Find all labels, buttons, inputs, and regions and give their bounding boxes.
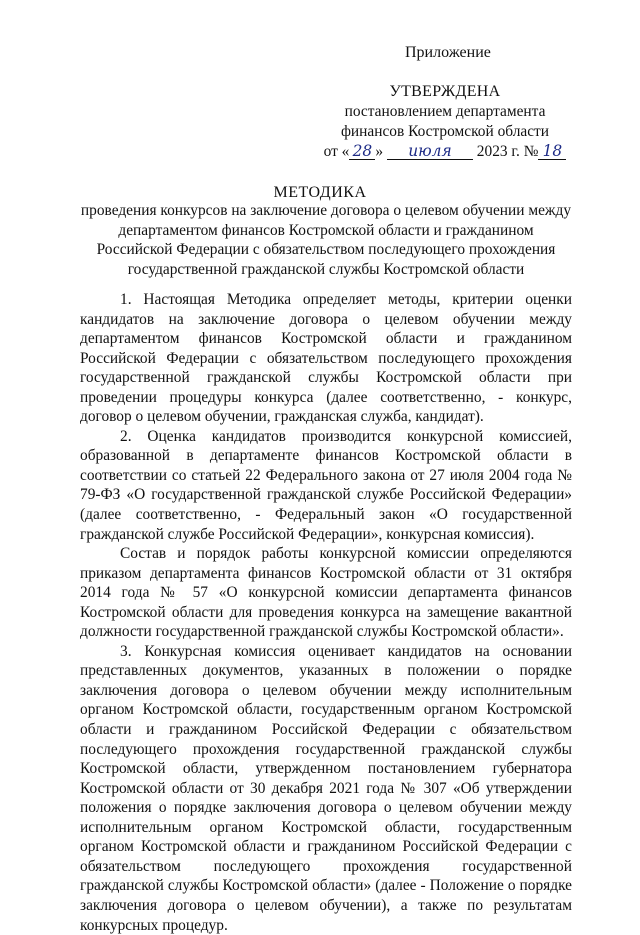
approval-date-line xyxy=(320,142,570,162)
document-title: МЕТОДИКА xyxy=(273,184,367,201)
date-day-handwritten: 28 xyxy=(349,143,375,160)
paragraph-2-commission: Состав и порядок работы конкурсной комиссии определяются приказом департамента финансов Костромской области от 31 октября 2014 года № 57 «О конкурсной комиссии департамента финансов Костромской области для проведения конкурса на замещение вакантной должности государственной гражданской службы Костромской области». xyxy=(80,545,572,641)
approval-line-2: финансов Костромской области xyxy=(340,123,550,140)
approved-heading: УТВЕРЖДЕНА xyxy=(389,83,501,100)
approval-line-1: постановлением департамента xyxy=(344,103,546,120)
date-year: 2023 г. № xyxy=(476,143,539,160)
appendix-label: Приложение xyxy=(405,44,491,61)
paragraph-2: 2. Оценка кандидатов производится конкурсной комиссией, образованной в департаменте финансов Костромской области в соответствии со статьей 22 Федерального закона от 27 июля 2004 года № 79-ФЗ «О государственной гражданской службе Российской Федерации» (далее соответственно, - Федеральный закон «О государственной гражданской службе Российской Федерации», конкурсная комиссия). xyxy=(80,427,572,543)
document-subtitle: проведения конкурсов на заключение договора о целевом обучении между департаментом финансов Костромской области и гражданином Российской Федерации с обязательством последующего прохождения государственной гражданской службы Костромской области xyxy=(80,202,572,278)
date-month-handwritten: июля xyxy=(387,143,473,160)
approval-block xyxy=(320,82,570,162)
date-mid: » xyxy=(375,143,384,160)
paragraph-1: 1. Настоящая Методика определяет методы, критерии оценки кандидатов на заключение договора о целевом обучении между департаментом финансов Костромской области и гражданином Российской Федерации с обязательством последующего прохождения государственной гражданской службы Костромской области при проведении процедуры конкурса (далее соответственно, - конкурс, договор о целевом обучении, гражданская служба, кандидат). xyxy=(80,291,572,426)
paragraph-3: 3. Конкурсная комиссия оценивает кандидатов на основании представленных документов, указанных в положении о порядке заключения договора о целевом обучении между исполнительным органом Костромской области, государственным органом Костромской области и гражданином Российской Федерации с обязательством последующего прохождения государственной гражданской службы Костромской области, утвержденном постановлением губернатора Костромской области от 30 декабря 2021 года № 307 «Об утверждении положения о порядке заключения договора о целевом обучении между исполнительным органом Костромской области, государственным органом Костромской области и гражданином Российской Федерации с обязательством последующего прохождения государственной гражданской службы Костромской области» (далее - Положение о порядке заключения договора о целевом обучении), а также по результатам конкурсных процедур. xyxy=(80,642,572,934)
document-body xyxy=(80,290,572,935)
order-number-handwritten: 18 xyxy=(538,143,566,160)
date-prefix: от « xyxy=(323,143,350,160)
